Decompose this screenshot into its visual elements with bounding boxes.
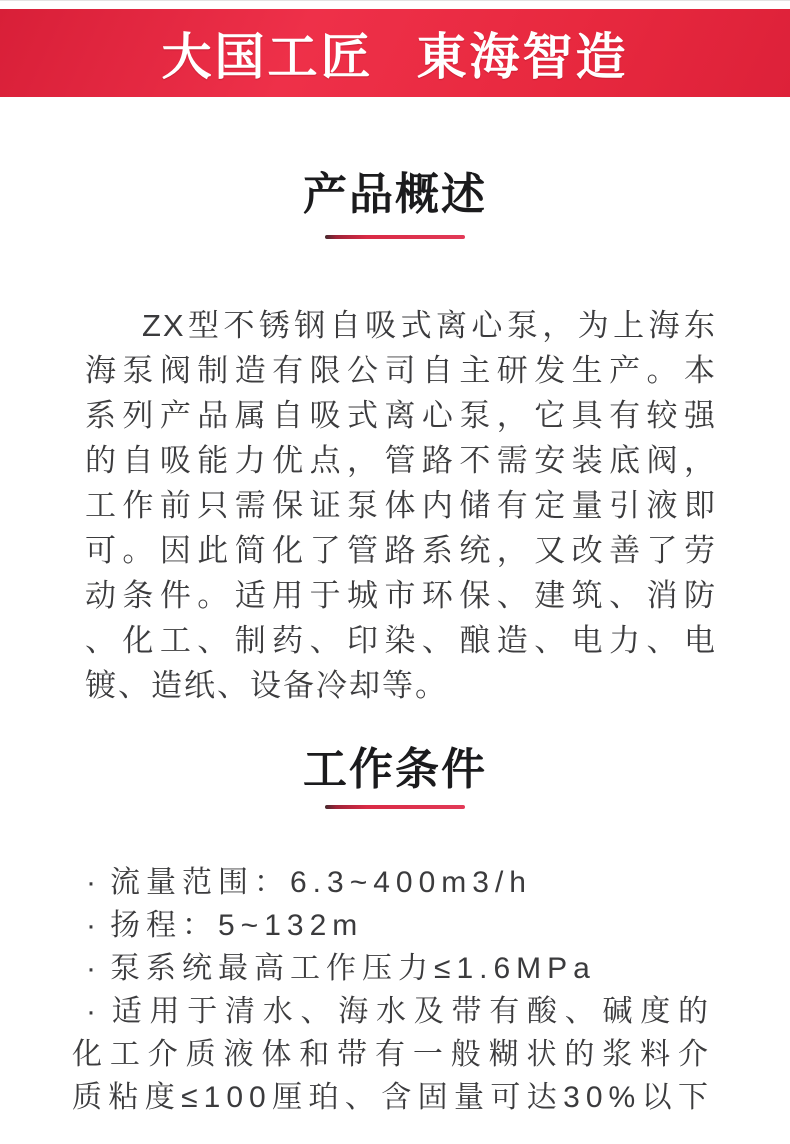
bullet-line	[72, 947, 714, 990]
overview-paragraph	[0, 303, 790, 708]
working-conditions-title-underline	[325, 805, 465, 809]
list-item-flow-range	[72, 861, 714, 904]
overview-section-title: 产品概述	[303, 170, 487, 219]
banner-title: 大国工匠 東海智造	[161, 29, 629, 85]
bullet-line	[72, 990, 714, 1033]
bullet-text: 扬程：5~132m	[110, 909, 364, 942]
bullet-dot-icon: ·	[86, 952, 102, 985]
paragraph-line: 镀、造纸、设备冷却等。	[85, 668, 448, 703]
bullet-line	[72, 861, 714, 904]
bullet-dot-icon: ·	[86, 995, 102, 1028]
paragraph-line: 工作前只需保证泵体内储有定量引液即	[85, 488, 717, 523]
list-item-head-range	[72, 904, 714, 947]
paragraph-line: 海泵阀制造有限公司自主研发生产。本	[85, 353, 717, 388]
bullet-line: 化工介质液体和带有一般糊状的浆料介	[72, 1038, 714, 1071]
paragraph-line: ZX型不锈钢自吸式离心泵，为上海东	[142, 308, 717, 343]
list-item-max-pressure	[72, 947, 714, 990]
list-item-applicable-media	[72, 990, 714, 1119]
paragraph-line: 可。因此简化了管路系统，又改善了劳	[85, 533, 717, 568]
working-conditions-list	[0, 861, 790, 1119]
overview-title-underline	[325, 235, 465, 239]
working-conditions-section-title: 工作条件	[303, 745, 487, 794]
bullet-text: 适用于清水、海水及带有酸、碱度的	[110, 995, 714, 1028]
section-product-overview	[0, 170, 790, 708]
paragraph-line: 系列产品属自吸式离心泵，它具有较强	[85, 398, 717, 433]
paragraph-line: 的自吸能力优点，管路不需安装底阀，	[85, 443, 717, 478]
bullet-dot-icon: ·	[86, 909, 102, 942]
paragraph-line: 动条件。适用于城市环保、建筑、消防	[85, 578, 717, 613]
bullet-line: 质粘度≤100厘珀、含固量可达30%以下	[72, 1081, 714, 1114]
bullet-line	[72, 904, 714, 947]
top-banner	[0, 9, 790, 97]
bullet-text: 流量范围：6.3~400m3/h	[110, 866, 532, 899]
section-working-conditions	[0, 745, 790, 1119]
bullet-text: 泵系统最高工作压力≤1.6MPa	[110, 952, 596, 985]
paragraph-line: 、化工、制药、印染、酿造、电力、电	[85, 623, 717, 658]
bullet-dot-icon: ·	[86, 866, 102, 899]
